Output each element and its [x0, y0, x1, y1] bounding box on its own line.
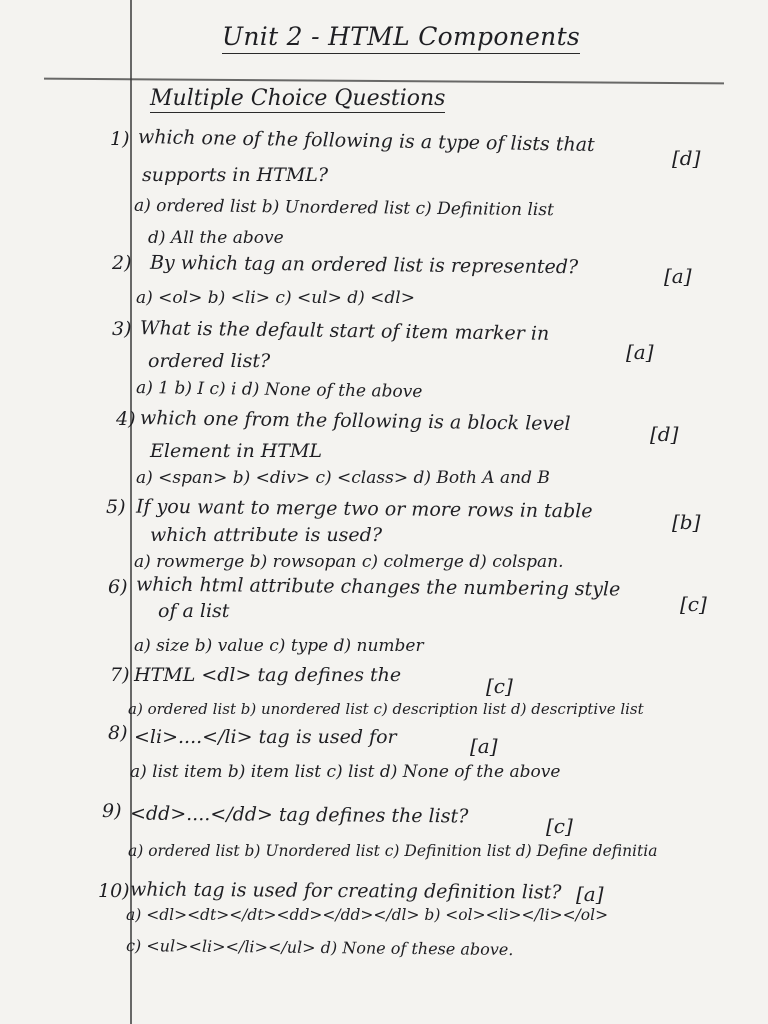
- answer-mark: [b]: [672, 510, 701, 534]
- question-text-line: ordered list?: [148, 350, 271, 372]
- answer-options: c) <ul><li></li></ul> d) None of these above.: [125, 935, 514, 960]
- header-rule: [44, 78, 724, 85]
- question-text-line: <dd>....</dd> tag defines the list?: [129, 802, 469, 828]
- page-margin-line: [130, 0, 132, 1024]
- question-text-line: <li>....</li> tag is used for: [134, 726, 397, 748]
- question-text-line: If you want to merge two or more rows in table: [135, 495, 593, 523]
- question-text-line: HTML <dl> tag defines the: [134, 664, 402, 686]
- question-number: 9): [102, 800, 122, 822]
- answer-options: a) <dl><dt></dt><dd></dd></dl> b) <ol><li></li></ol>: [126, 906, 609, 924]
- question-number: 3): [112, 318, 132, 340]
- answer-options: a) 1 b) I c) i d) None of the above: [135, 378, 423, 402]
- answer-options: a) rowmerge b) rowsopan c) colmerge d) colspan.: [134, 552, 564, 572]
- answer-mark: [c]: [546, 814, 573, 838]
- question-number: 5): [106, 496, 126, 518]
- question-text-line: of a list: [158, 600, 230, 622]
- answer-options: a) <span> b) <div> c) <class> d) Both A and B: [136, 468, 550, 488]
- answer-mark: [c]: [486, 674, 513, 698]
- question-number: 2): [112, 252, 132, 274]
- page-title: Unit 2 - HTML Components: [222, 22, 580, 54]
- answer-mark: [a]: [576, 882, 604, 906]
- question-number: 10): [98, 880, 130, 902]
- answer-mark: [a]: [470, 734, 498, 758]
- answer-mark: [a]: [626, 340, 654, 364]
- answer-options: a) ordered list b) unordered list c) description list d) descriptive list: [128, 700, 644, 718]
- answer-options: a) ordered list b) Unordered list c) Definition list d) Define definitia: [128, 842, 658, 860]
- answer-mark: [a]: [664, 264, 692, 288]
- answer-options: a) size b) value c) type d) number: [134, 636, 424, 656]
- question-text-line: which attribute is used?: [150, 524, 383, 546]
- question-text-line: which one of the following is a type of lists that: [137, 126, 595, 156]
- answer-mark: [d]: [672, 146, 701, 170]
- question-text-line: which one from the following is a block level: [139, 406, 571, 436]
- question-text-line: which tag is used for creating definition list?: [129, 878, 562, 904]
- question-number: 4): [116, 408, 136, 430]
- question-number: 1): [110, 128, 130, 150]
- question-number: 7): [110, 664, 130, 686]
- question-text-line: What is the default start of item marker in: [139, 317, 550, 345]
- answer-options: a) list item b) item list c) list d) None of the above: [130, 762, 561, 782]
- question-number: 6): [108, 576, 128, 598]
- question-text-line: supports in HTML?: [142, 164, 329, 186]
- question-text-line: Element in HTML: [150, 440, 323, 462]
- question-number: 8): [108, 722, 128, 744]
- answer-options: a) ordered list b) Unordered list c) Definition list: [133, 195, 554, 221]
- answer-options: a) <ol> b) <li> c) <ul> d) <dl>: [136, 288, 415, 308]
- section-subtitle: Multiple Choice Questions: [150, 86, 446, 111]
- answer-mark: [c]: [680, 592, 707, 616]
- answer-options: d) All the above: [148, 228, 284, 248]
- answer-mark: [d]: [650, 422, 679, 446]
- question-text-line: which html attribute changes the numbering style: [135, 573, 621, 601]
- question-text-line: By which tag an ordered list is represented?: [149, 251, 579, 279]
